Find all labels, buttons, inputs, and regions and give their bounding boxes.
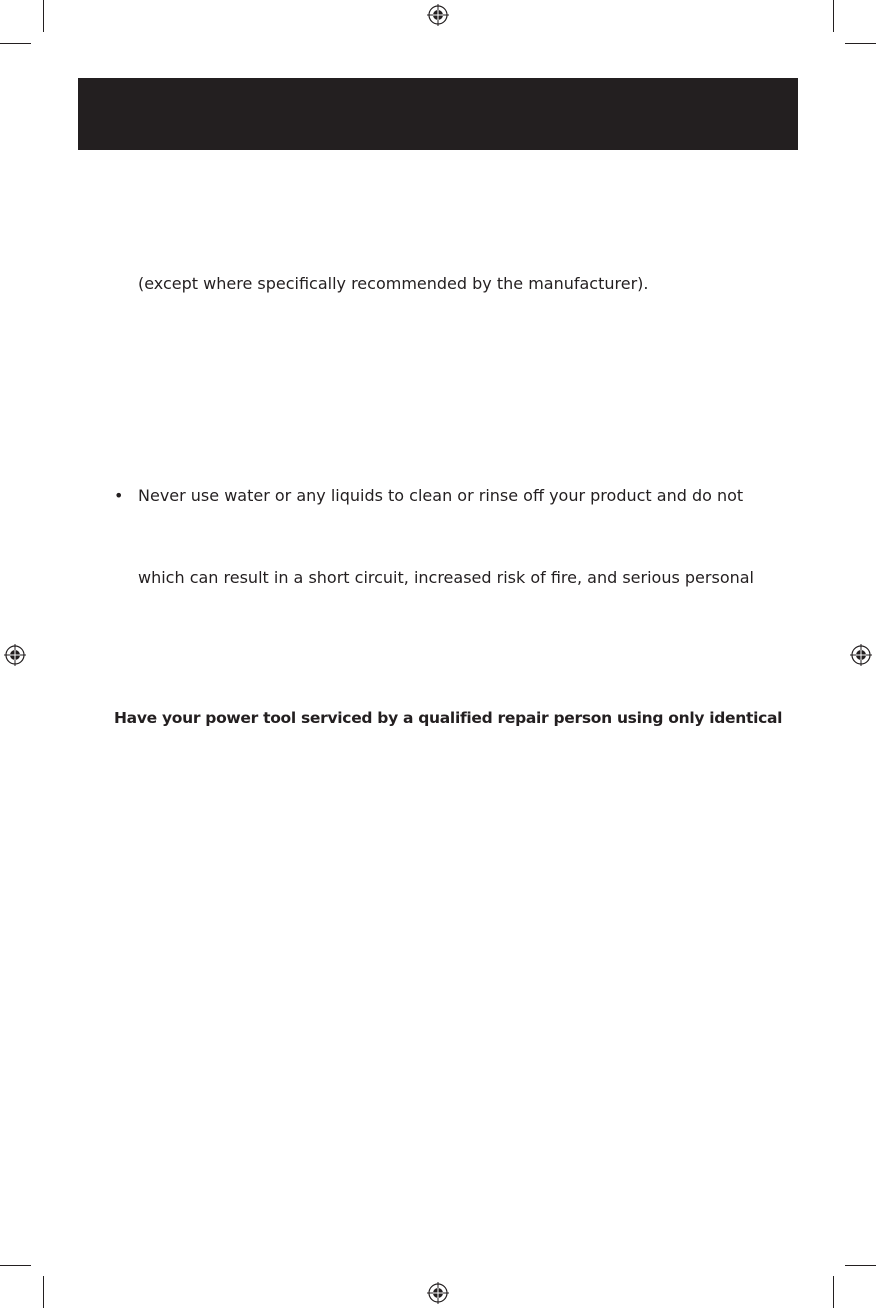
text-line-service: Have your power tool serviced by a qualified repair person using only identical: [114, 709, 783, 727]
registration-target-icon: [4, 644, 26, 666]
registration-target-icon: [427, 1282, 449, 1304]
crop-mark-top-left-horizontal: [0, 43, 31, 44]
crop-mark-bottom-left-vertical: [43, 1276, 44, 1308]
text-line-never-water: Never use water or any liquids to clean or rinse off your product and do not: [138, 486, 744, 505]
registration-target-icon: [427, 4, 449, 26]
crop-mark-top-left-vertical: [43, 0, 44, 32]
crop-mark-bottom-right-vertical: [833, 1276, 834, 1308]
text-line-except: (except where specifically recommended by the manufacturer).: [138, 274, 649, 293]
crop-mark-bottom-right-horizontal: [845, 1265, 876, 1266]
section-header-band: [78, 78, 798, 150]
registration-target-icon: [850, 644, 872, 666]
text-line-short-circuit: which can result in a short circuit, increased risk of fire, and serious personal: [138, 568, 754, 587]
crop-mark-top-right-horizontal: [845, 43, 876, 44]
crop-mark-bottom-left-horizontal: [0, 1265, 31, 1266]
crop-mark-top-right-vertical: [833, 0, 834, 32]
bullet-marker: •: [114, 486, 124, 505]
